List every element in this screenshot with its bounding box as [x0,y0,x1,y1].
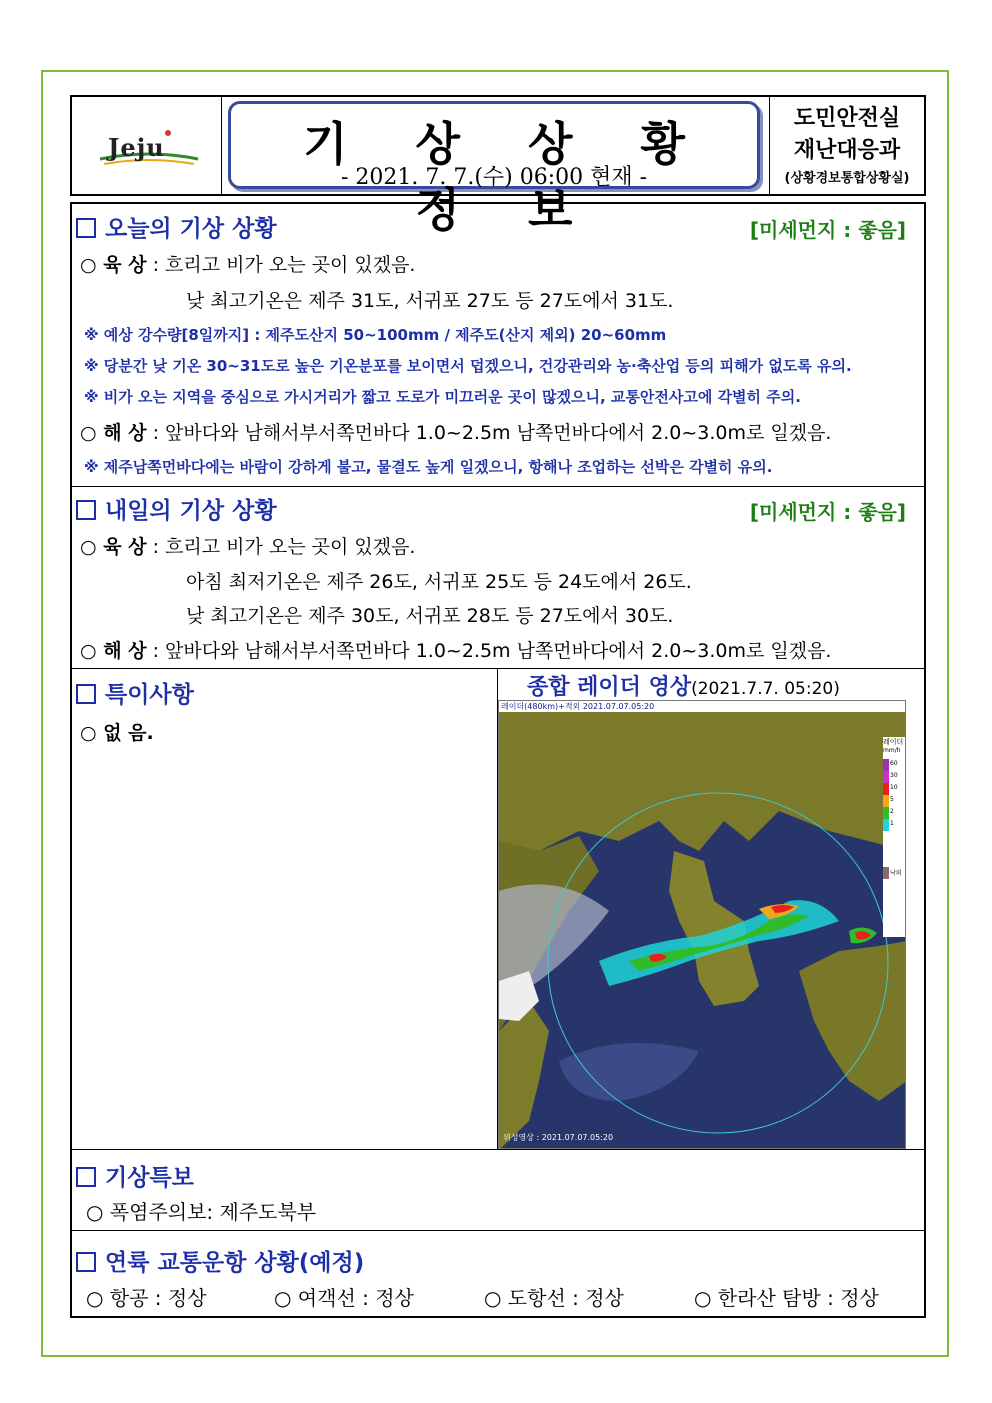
report-date: - 2021. 7. 7.(수) 06:00 현재 - [340,165,648,190]
dept-division: 재난대응과 [793,138,901,163]
legend-row: 1 [883,819,905,831]
warning-section-title: 기상특보 [76,1159,194,1192]
legend-row: 2 [883,807,905,819]
logo-text: Jeju [108,133,165,162]
divider [72,1230,924,1231]
tomorrow-land: ○ 육 상 : 흐리고 비가 오는 곳이 있겠음. [80,536,416,558]
department-cell [769,97,924,194]
today-dust-level: [미세먼지 : 좋음] [749,218,906,242]
logo-cell [72,97,222,194]
dept-office: (상황경보통합상황실) [784,171,910,186]
today-rain-forecast: ※ 예상 강수량[8일까지] : 제주도산지 50~100mm / 제주도(산지 제외) 20~60mm [84,326,667,344]
transport-island-ferry: ○ 도항선 : 정상 [484,1286,624,1310]
radar-title: 종합 레이더 영상(2021.7.7. 05:20) [527,675,840,700]
legend-row: 10 [883,783,905,795]
checkbox-icon [76,1252,96,1272]
divider [72,1149,924,1150]
today-land: ○ 육 상 : 흐리고 비가 오는 곳이 있겠음. [80,254,416,276]
today-land-temp: 낮 최고기온은 제주 31도, 서귀포 27도 등 27도에서 31도. [186,290,674,312]
title-box [228,101,760,237]
transport-air: ○ 항공 : 정상 [86,1286,207,1310]
divider [72,486,924,487]
radar-image [498,700,906,1149]
special-section-title: 특이사항 [76,676,194,709]
today-marine-note: ※ 제주남쪽먼바다에는 바람이 강하게 불고, 물결도 높게 일겠으니, 항해나 조업하는 선박은 각별히 유의. [84,458,773,476]
warning-text: ○ 폭염주의보: 제주도북부 [86,1200,317,1224]
legend-unit: mm/h [883,747,901,754]
dept-name: 도민안전실 [793,106,901,131]
legend-row: 30 [883,771,905,783]
checkbox-icon [76,500,96,520]
legend-row: 60 [883,759,905,771]
divider [72,668,924,669]
tomorrow-dust-level: [미세먼지 : 좋음] [749,500,906,524]
today-section-title: 오늘의 기상 상황 [76,210,277,243]
today-traffic-note: ※ 비가 오는 지역을 중심으로 가시거리가 짧고 도로가 미끄러운 곳이 많겠으니, 교통안전사고에 각별히 주의. [84,388,801,406]
legend-title: 레이더 [883,738,904,746]
legend-row: 5 [883,795,905,807]
transport-ferry: ○ 여객선 : 정상 [274,1286,414,1310]
radar-caption-bottom: 위성영상 : 2021.07.07.05:20 [503,1133,614,1142]
today-heat-note: ※ 당분간 낮 기온 30~31도로 높은 기온분포를 보이면서 덥겠으니, 건강관리와 농·축산업 등의 피해가 없도록 유의. [84,357,852,375]
tomorrow-sea: ○ 해 상 : 앞바다와 남해서부서쪽먼바다 1.0~2.5m 남쪽먼바다에서 2.0~3.0m로 일겠음. [80,640,832,662]
today-sea: ○ 해 상 : 앞바다와 남해서부서쪽먼바다 1.0~2.5m 남쪽먼바다에서 2.0~3.0m로 일겠음. [80,422,832,444]
radar-legend [883,737,905,937]
tomorrow-max-temp: 낮 최고기온은 제주 30도, 서귀포 28도 등 27도에서 30도. [186,605,674,627]
radar-caption-top: 레이더(480km)+적외 2021.07.07.05:20 [499,701,905,712]
checkbox-icon [76,684,96,704]
tomorrow-min-temp: 아침 최저기온은 제주 26도, 서귀포 25도 등 24도에서 26도. [186,571,692,593]
checkbox-icon [76,1167,96,1187]
tomorrow-section-title: 내일의 기상 상황 [76,492,277,525]
transport-hallasan: ○ 한라산 탐방 : 정상 [694,1286,879,1310]
report-body [70,202,926,1318]
transport-section-title: 연륙 교통운항 상황(예정) [76,1244,364,1277]
page-title: 기 상 상 황 정 보 [303,117,711,237]
special-text: ○ 없 음. [80,722,154,744]
legend-row: 낙뢰 [883,867,905,879]
radar-map-icon [499,701,906,1149]
checkbox-icon [76,218,96,238]
